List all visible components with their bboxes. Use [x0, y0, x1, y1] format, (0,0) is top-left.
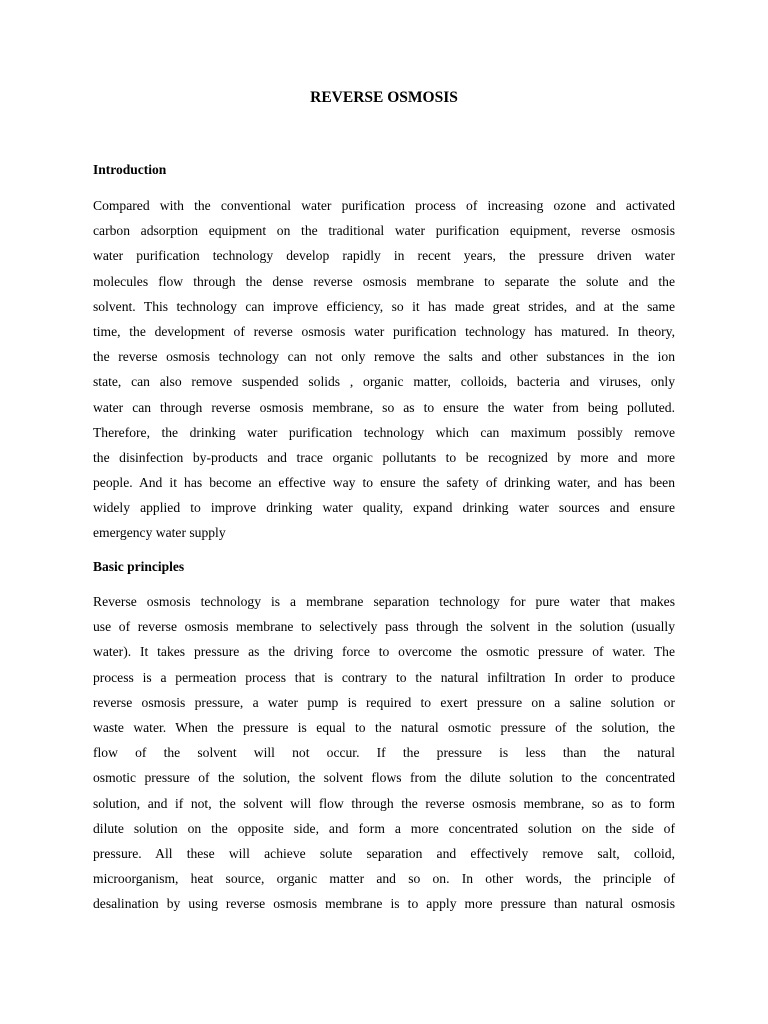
- document-title: REVERSE OSMOSIS: [310, 89, 458, 106]
- paragraph-line: solvent. This technology can improve efficiency, so it has made great strides, and at the same: [93, 298, 675, 314]
- paragraph-line: flow of the solvent will not occur. If the pressure is less than the natural: [93, 745, 675, 761]
- introduction-paragraph: [93, 193, 675, 546]
- paragraph-line: microorganism, heat source, organic matter and so on. In other words, the principle of: [93, 871, 675, 887]
- paragraph-line: the reverse osmosis technology can not only remove the salts and other substances in the ion: [93, 349, 675, 365]
- paragraph-line: emergency water supply: [93, 525, 226, 541]
- paragraph-line: water). It takes pressure as the driving force to overcome the osmotic pressure of water. The: [93, 644, 675, 660]
- paragraph-line: solution, and if not, the solvent will flow through the reverse osmosis membrane, so as to form: [93, 795, 675, 811]
- paragraph-line: water can through reverse osmosis membrane, so as to ensure the water from being polluted.: [93, 399, 675, 415]
- paragraph-line: time, the development of reverse osmosis water purification technology has matured. In theory,: [93, 323, 675, 339]
- paragraph-line: water purification technology develop rapidly in recent years, the pressure driven water: [93, 248, 675, 264]
- paragraph-line: pressure. All these will achieve solute separation and effectively remove salt, colloid,: [93, 845, 675, 861]
- paragraph-line: process is a permeation process that is contrary to the natural infiltration In order to produce: [93, 669, 675, 685]
- paragraph-line: reverse osmosis pressure, a water pump is required to exert pressure on a saline solution or: [93, 694, 675, 710]
- paragraph-line: Therefore, the drinking water purification technology which can maximum possibly remove: [93, 424, 675, 440]
- paragraph-line: widely applied to improve drinking water quality, expand drinking water sources and ensure: [93, 500, 675, 516]
- paragraph-line: the disinfection by-products and trace organic pollutants to be recognized by more and more: [93, 449, 675, 465]
- paragraph-line: desalination by using reverse osmosis membrane is to apply more pressure than natural osmosis: [93, 896, 675, 912]
- paragraph-line: molecules flow through the dense reverse osmosis membrane to separate the solute and the: [93, 273, 675, 289]
- paragraph-line: carbon adsorption equipment on the traditional water purification equipment, reverse osmosis: [93, 223, 675, 239]
- paragraph-line: people. And it has become an effective way to ensure the safety of drinking water, and has been: [93, 475, 675, 491]
- section-heading-basic-principles: Basic principles: [93, 559, 185, 574]
- paragraph-line: Compared with the conventional water purification process of increasing ozone and activated: [93, 198, 675, 213]
- paragraph-line: dilute solution on the opposite side, and form a more concentrated solution on the side of: [93, 820, 675, 836]
- paragraph-line: osmotic pressure of the solution, the solvent flows from the dilute solution to the concentrated: [93, 770, 675, 786]
- paragraph-line: waste water. When the pressure is equal to the natural osmotic pressure of the solution, the: [93, 719, 675, 735]
- paragraph-line: Reverse osmosis technology is a membrane separation technology for pure water that makes: [93, 594, 675, 609]
- paragraph-line: state, can also remove suspended solids , organic matter, colloids, bacteria and viruses, only: [93, 374, 675, 390]
- basic-principles-paragraph: [93, 589, 675, 916]
- section-heading-introduction: Introduction: [93, 162, 167, 177]
- paragraph-line: use of reverse osmosis membrane to selectively pass through the solvent in the solution (usually: [93, 619, 675, 635]
